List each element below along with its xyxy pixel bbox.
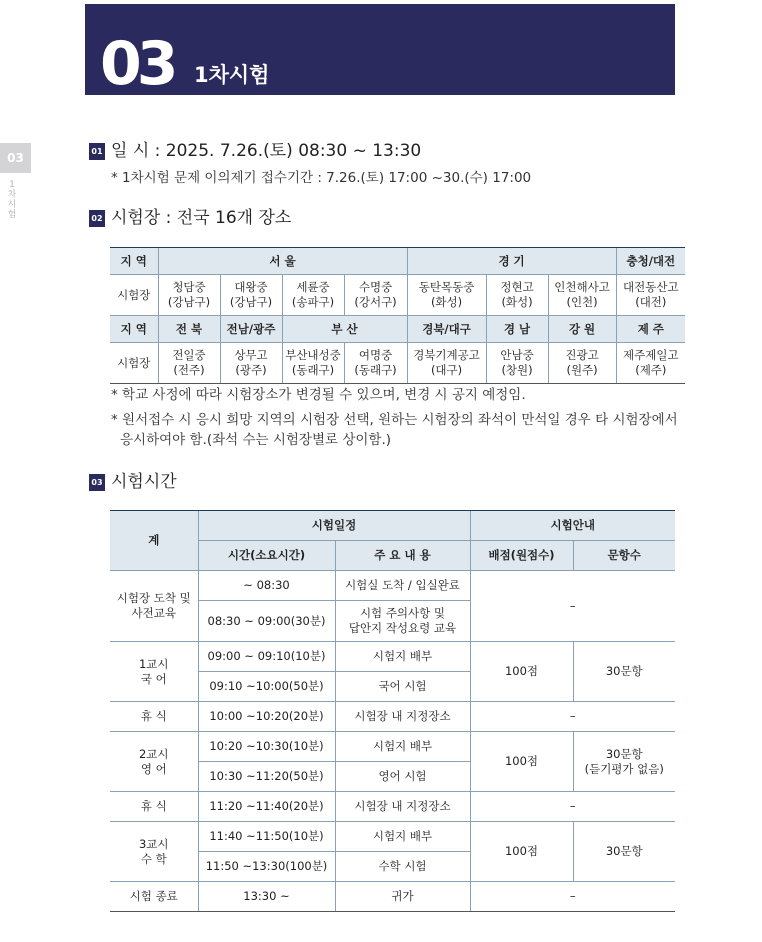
note-venue-change: * 학교 사정에 따라 시험장소가 변경될 수 있으며, 변경 시 공지 예정임. bbox=[111, 387, 526, 403]
items-cell: 30문항 bbox=[573, 642, 675, 702]
venue-table bbox=[110, 247, 685, 384]
content-cell: 시험 주의사항 및 답안지 작성요령 교육 bbox=[335, 601, 470, 642]
side-chapter-tab: 03 bbox=[0, 143, 31, 173]
time-cell: 09:10 ~10:00(50분) bbox=[198, 672, 335, 702]
time-cell: ~ 08:30 bbox=[198, 571, 335, 601]
schedule-row bbox=[110, 822, 675, 852]
time-cell: 13:30 ~ bbox=[198, 882, 335, 912]
region-jeju: 제 주 bbox=[616, 316, 685, 343]
schedule-row bbox=[110, 642, 675, 672]
content-cell: 시험장 내 지정장소 bbox=[335, 702, 470, 732]
venue-site: 경북기계공고 (대구) bbox=[407, 343, 486, 384]
venue-site: 진광고 (원주) bbox=[548, 343, 616, 384]
content-cell: 시험지 배부 bbox=[335, 732, 470, 762]
row-label-arrival: 시험장 도착 및 사전교육 bbox=[110, 571, 198, 642]
header-guide: 시험안내 bbox=[470, 511, 675, 541]
time-cell: 11:50 ~13:30(100분) bbox=[198, 852, 335, 882]
row-label-break-2: 휴 식 bbox=[110, 792, 198, 822]
content-cell: 시험실 도착 / 입실완료 bbox=[335, 571, 470, 601]
venue-site: 상무고 (광주) bbox=[220, 343, 282, 384]
schedule-header-row-1 bbox=[110, 511, 675, 541]
venue-site: 대전동산고 (대전) bbox=[616, 275, 685, 316]
time-cell: 09:00 ~ 09:10(10분) bbox=[198, 642, 335, 672]
venue-header-row-1 bbox=[110, 248, 685, 275]
time-cell: 08:30 ~ 09:00(30분) bbox=[198, 601, 335, 642]
guide-dash: – bbox=[470, 792, 675, 822]
venue-sites-row-1 bbox=[110, 275, 685, 316]
venue-site: 인천해사고 (인천) bbox=[548, 275, 616, 316]
region-chungcheong: 충청/대전 bbox=[616, 248, 685, 275]
venue-site: 대왕중 (강남구) bbox=[220, 275, 282, 316]
score-cell: 100점 bbox=[470, 822, 573, 882]
items-cell: 30문항 (듣기평가 없음) bbox=[573, 732, 675, 792]
venue-site: 여명중 (동래구) bbox=[344, 343, 407, 384]
venue-region-label: 지 역 bbox=[110, 316, 158, 343]
side-chapter-label: 1 차 시 험 bbox=[7, 180, 17, 220]
content-cell: 시험지 배부 bbox=[335, 642, 470, 672]
content-cell: 시험장 내 지정장소 bbox=[335, 792, 470, 822]
row-label-period-1: 1교시 국 어 bbox=[110, 642, 198, 702]
time-cell: 11:40 ~11:50(10분) bbox=[198, 822, 335, 852]
note-objection-period: * 1차시험 문제 이의제기 접수기간 : 7.26.(토) 17:00 ~30.(수) 17:00 bbox=[111, 170, 532, 186]
region-gangwon: 강 원 bbox=[548, 316, 616, 343]
region-gyeongbuk: 경북/대구 bbox=[407, 316, 486, 343]
header-time: 시간(소요시간) bbox=[198, 541, 335, 571]
venue-site: 안남중 (창원) bbox=[486, 343, 548, 384]
header-score: 배점(원점수) bbox=[470, 541, 573, 571]
venue-site: 전일중 (전주) bbox=[158, 343, 220, 384]
region-busan: 부 산 bbox=[282, 316, 407, 343]
row-label-period-2: 2교시 영 어 bbox=[110, 732, 198, 792]
venue-site-label: 시험장 bbox=[110, 275, 158, 316]
venue-site-label: 시험장 bbox=[110, 343, 158, 384]
content-cell: 영어 시험 bbox=[335, 762, 470, 792]
venue-site: 정현고 (화성) bbox=[486, 275, 548, 316]
section-badge-1: 01 bbox=[89, 143, 105, 160]
section-heading-venue: 시험장 : 전국 16개 장소 bbox=[111, 208, 292, 228]
section-heading-date: 일 시 : 2025. 7.26.(토) 08:30 ~ 13:30 bbox=[111, 141, 422, 161]
header-content: 주 요 내 용 bbox=[335, 541, 470, 571]
content-cell: 귀가 bbox=[335, 882, 470, 912]
score-cell: 100점 bbox=[470, 642, 573, 702]
schedule-row bbox=[110, 571, 675, 601]
venue-site: 수명중 (강서구) bbox=[344, 275, 407, 316]
note-venue-selection-cont: 응시하여야 함.(좌석 수는 시험장별로 상이함.) bbox=[120, 432, 392, 448]
header-gye: 계 bbox=[110, 511, 198, 571]
time-cell: 10:00 ~10:20(20분) bbox=[198, 702, 335, 732]
region-jeonbuk: 전 북 bbox=[158, 316, 220, 343]
chapter-number: 03 bbox=[100, 29, 174, 99]
guide-dash: – bbox=[470, 702, 675, 732]
venue-site: 부산내성중 (동래구) bbox=[282, 343, 344, 384]
region-seoul: 서 울 bbox=[158, 248, 407, 275]
schedule-row bbox=[110, 732, 675, 762]
header-schedule: 시험일정 bbox=[198, 511, 470, 541]
time-cell: 11:20 ~11:40(20분) bbox=[198, 792, 335, 822]
schedule-table bbox=[110, 510, 675, 912]
section-badge-2: 02 bbox=[89, 210, 105, 227]
guide-dash: – bbox=[470, 882, 675, 912]
venue-header-row-2 bbox=[110, 316, 685, 343]
time-cell: 10:20 ~10:30(10분) bbox=[198, 732, 335, 762]
chapter-title: 1차시험 bbox=[194, 63, 270, 87]
content-cell: 수학 시험 bbox=[335, 852, 470, 882]
content-cell: 국어 시험 bbox=[335, 672, 470, 702]
row-label-period-3: 3교시 수 학 bbox=[110, 822, 198, 882]
time-cell: 10:30 ~11:20(50분) bbox=[198, 762, 335, 792]
venue-site: 세륜중 (송파구) bbox=[282, 275, 344, 316]
region-gyeonggi: 경 기 bbox=[407, 248, 616, 275]
row-label-break-1: 휴 식 bbox=[110, 702, 198, 732]
region-jeonnam: 전남/광주 bbox=[220, 316, 282, 343]
row-label-end: 시험 종료 bbox=[110, 882, 198, 912]
header-items: 문항수 bbox=[573, 541, 675, 571]
schedule-row bbox=[110, 882, 675, 912]
venue-site: 청담중 (강남구) bbox=[158, 275, 220, 316]
content-cell: 시험지 배부 bbox=[335, 822, 470, 852]
section-heading-schedule: 시험시간 bbox=[111, 472, 177, 492]
venue-site: 제주제일고 (제주) bbox=[616, 343, 685, 384]
note-venue-selection: * 원서접수 시 응시 희망 지역의 시험장 선택, 원하는 시험장의 좌석이 만석일 경우 타 시험장에서 bbox=[111, 412, 678, 428]
score-cell: 100점 bbox=[470, 732, 573, 792]
schedule-row bbox=[110, 702, 675, 732]
venue-region-label: 지 역 bbox=[110, 248, 158, 275]
items-cell: 30문항 bbox=[573, 822, 675, 882]
schedule-row bbox=[110, 792, 675, 822]
section-badge-3: 03 bbox=[89, 474, 105, 491]
guide-dash: – bbox=[470, 571, 675, 642]
venue-sites-row-2 bbox=[110, 343, 685, 384]
region-gyeongnam: 경 남 bbox=[486, 316, 548, 343]
venue-site: 동탄목동중 (화성) bbox=[407, 275, 486, 316]
